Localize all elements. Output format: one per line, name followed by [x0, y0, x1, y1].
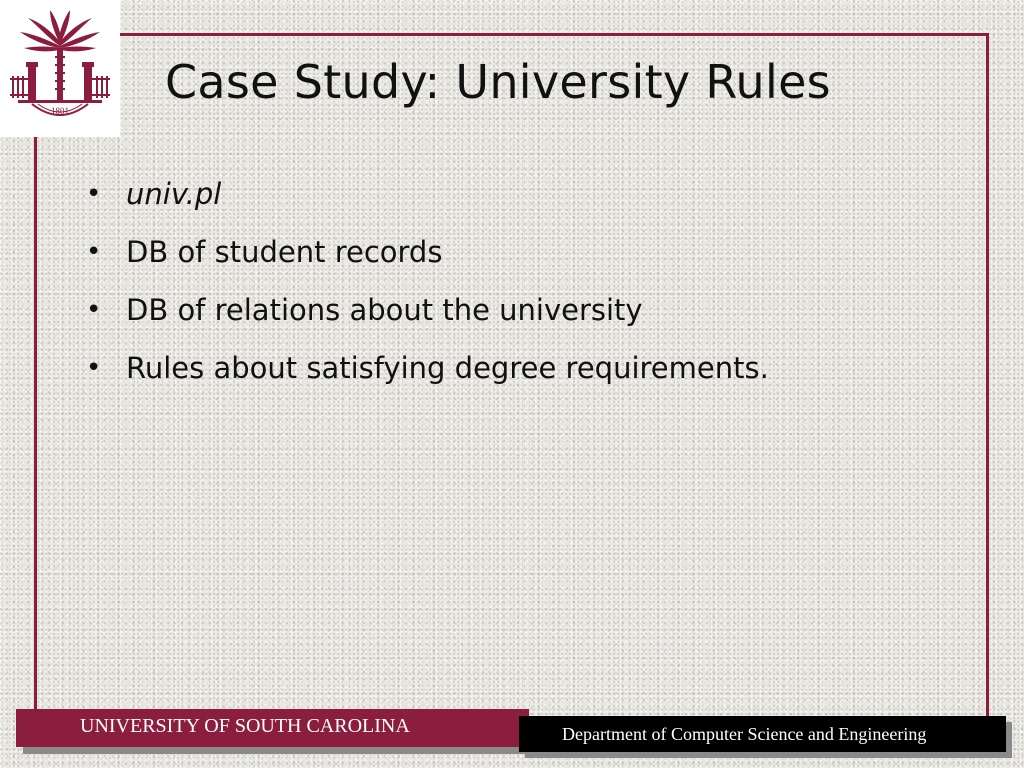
university-name: UNIVERSITY OF SOUTH CAROLINA	[80, 715, 410, 737]
palmetto-tree-logo-icon	[8, 8, 112, 124]
university-footer-bar	[16, 709, 529, 747]
slide-title: Case Study: University Rules	[165, 55, 831, 109]
bullet-dot-icon: •	[86, 237, 102, 267]
bullet-dot-icon: •	[86, 295, 102, 325]
bullet-text: Rules about satisfying degree requirements.	[126, 351, 769, 385]
bullet-text: univ.pl	[126, 177, 222, 211]
bullet-item	[86, 230, 769, 288]
bullet-text: DB of student records	[126, 235, 443, 269]
department-footer-bar	[519, 716, 1006, 752]
bullet-list	[86, 172, 769, 404]
logo-year: 1801	[51, 106, 69, 116]
bullet-item	[86, 288, 769, 346]
logo-panel	[0, 0, 120, 137]
department-name: Department of Computer Science and Engineering	[562, 724, 927, 744]
bullet-dot-icon: •	[86, 179, 102, 209]
bullet-text: DB of relations about the university	[126, 293, 643, 327]
bullet-dot-icon: •	[86, 353, 102, 383]
bullet-item	[86, 172, 769, 230]
bullet-item	[86, 346, 769, 404]
